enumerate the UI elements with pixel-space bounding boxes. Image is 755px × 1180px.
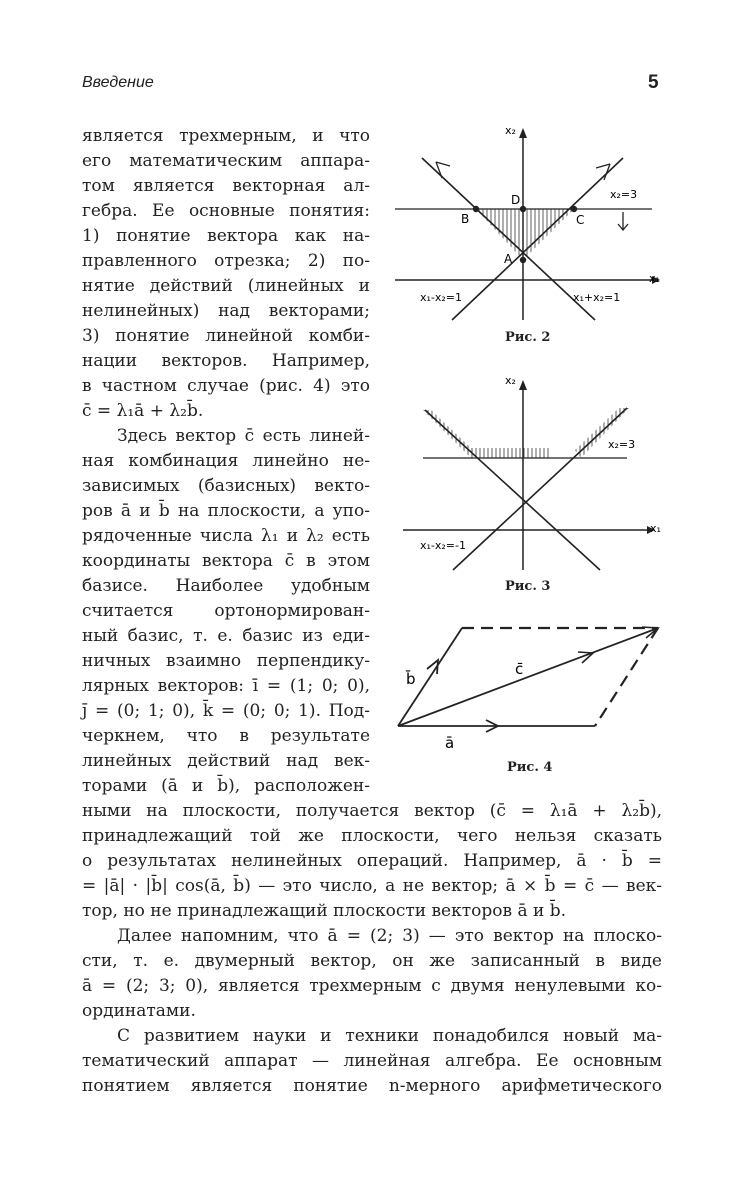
text-line: j̄ = (0; 1; 0), k̄ = (0; 0; 1). Под- — [82, 701, 370, 721]
x1-label: x₁ — [649, 272, 660, 285]
line-minus-label: x₁-x₂=1 — [420, 291, 463, 304]
point-d-dot — [520, 206, 526, 212]
text-line: черкнем, что в результате — [82, 726, 370, 746]
text-line: = |ā| · |b̄| cos(ā, b̄) — это число, а не вектор; ā × b̄ = c̄ — век- — [82, 876, 662, 896]
text-line: сти, т. е. двумерный вектор, он же записанный в виде — [82, 951, 662, 971]
figure-4 — [390, 618, 670, 753]
line-x2-label: x₂=3 — [608, 438, 636, 451]
vector-a-label: ā — [445, 734, 455, 752]
text-line: 1) понятие вектора как на- — [82, 226, 370, 246]
line-plus-label: x₁+x₂=1 — [573, 291, 621, 304]
text-line: нятие действий (линейных и — [82, 276, 370, 296]
text-line: тор, но не принадлежащий плоскости векторов ā и b̄. — [82, 901, 567, 921]
line-minus-label: x₁-x₂=-1 — [420, 539, 466, 552]
figure-3 — [395, 370, 675, 575]
text-line: ная комбинация линейно не- — [82, 451, 370, 471]
line-x2-label: x₂=3 — [610, 188, 638, 201]
text-line: гебра. Ее основные понятия: — [82, 201, 370, 221]
shaded-middle — [471, 448, 549, 458]
formula-line: c̄ = λ₁ā + λ₂b̄. — [82, 401, 204, 421]
text-line: в частном случае (рис. 4) это — [82, 376, 370, 396]
text-line: тематический аппарат — линейная алгебра. Ее основным — [82, 1051, 662, 1071]
dashed-right — [595, 628, 658, 726]
point-a-dot — [520, 257, 526, 263]
text-line: рядоченные числа λ₁ и λ₂ есть — [82, 526, 370, 546]
figure-4-caption: Рис. 4 — [507, 760, 553, 775]
text-line: базисе. Наиболее удобным — [82, 576, 370, 596]
figure-3-caption: Рис. 3 — [505, 579, 551, 594]
text-line: ā = (2; 3; 0), является трехмерным с двумя ненулевыми ко- — [82, 976, 662, 996]
text-line: принадлежащий той же плоскости, чего нельзя сказать — [82, 826, 662, 846]
text-line: нации векторов. Например, — [82, 351, 370, 371]
page-number: 5 — [648, 72, 659, 93]
text-line: является трехмерным, и что — [82, 126, 370, 146]
text-line: С развитием науки и техники понадобился новый ма- — [117, 1026, 662, 1046]
figure-2-caption: Рис. 2 — [505, 330, 551, 345]
text-line: его математическим аппара- — [82, 151, 370, 171]
point-b-dot — [473, 206, 479, 212]
text-line: координаты вектора c̄ в этом — [82, 551, 370, 571]
text-line: ными на плоскости, получается вектор (c̄ = λ₁ā + λ₂b̄), — [82, 801, 662, 821]
vector-b-label: b̄ — [406, 670, 416, 688]
line-x1-plus-x2 — [453, 408, 627, 570]
text-line: Здесь вектор c̄ есть линей- — [117, 426, 370, 446]
text-line: торами (ā и b̄), расположен- — [82, 776, 370, 796]
x2-arrow — [519, 128, 527, 138]
text-line: лярных векторов: ī = (1; 0; 0), — [82, 676, 370, 696]
text-line: том является векторная ал- — [82, 176, 370, 196]
shaded-region — [476, 209, 574, 260]
text-line: Далее напомним, что ā = (2; 3) — это вектор на плоско- — [117, 926, 662, 946]
point-c-dot — [571, 206, 577, 212]
text-line: ординатами. — [82, 1001, 196, 1021]
vector-c-line — [398, 628, 658, 726]
text-line: зависимых (базисных) векто- — [82, 476, 370, 496]
x2-label: x₂ — [505, 124, 516, 137]
text-line: ный базис, т. е. базис из еди- — [82, 626, 370, 646]
figure-2 — [390, 120, 675, 325]
arrow-down — [618, 212, 628, 230]
shaded-left — [423, 410, 473, 458]
point-d-label: D — [511, 193, 521, 207]
text-line: ничных взаимно перпендику- — [82, 651, 370, 671]
point-a-label: A — [504, 252, 513, 266]
text-line: 3) понятие линейной комби- — [82, 326, 370, 346]
x2-label: x₂ — [505, 374, 516, 387]
arrow-up-left — [436, 162, 450, 178]
text-line: ров ā и b̄ на плоскости, а упо- — [82, 501, 370, 521]
point-b-label: B — [461, 212, 470, 226]
point-c-label: C — [576, 213, 585, 227]
text-line: правленного отрезка; 2) по- — [82, 251, 370, 271]
x1-label: x₁ — [650, 522, 661, 535]
text-line: о результатах нелинейных операций. Например, ā · b̄ = — [82, 851, 662, 871]
x2-arrow — [519, 380, 527, 390]
running-header-section: Введение — [82, 74, 154, 91]
vector-c-label: c̄ — [515, 660, 524, 678]
text-line: линейных действий над век- — [82, 751, 370, 771]
text-line: понятием является понятие n-мерного арифметического — [82, 1076, 662, 1096]
text-line: нелинейных) над векторами; — [82, 301, 370, 321]
text-line: считается ортонормирован- — [82, 601, 370, 621]
